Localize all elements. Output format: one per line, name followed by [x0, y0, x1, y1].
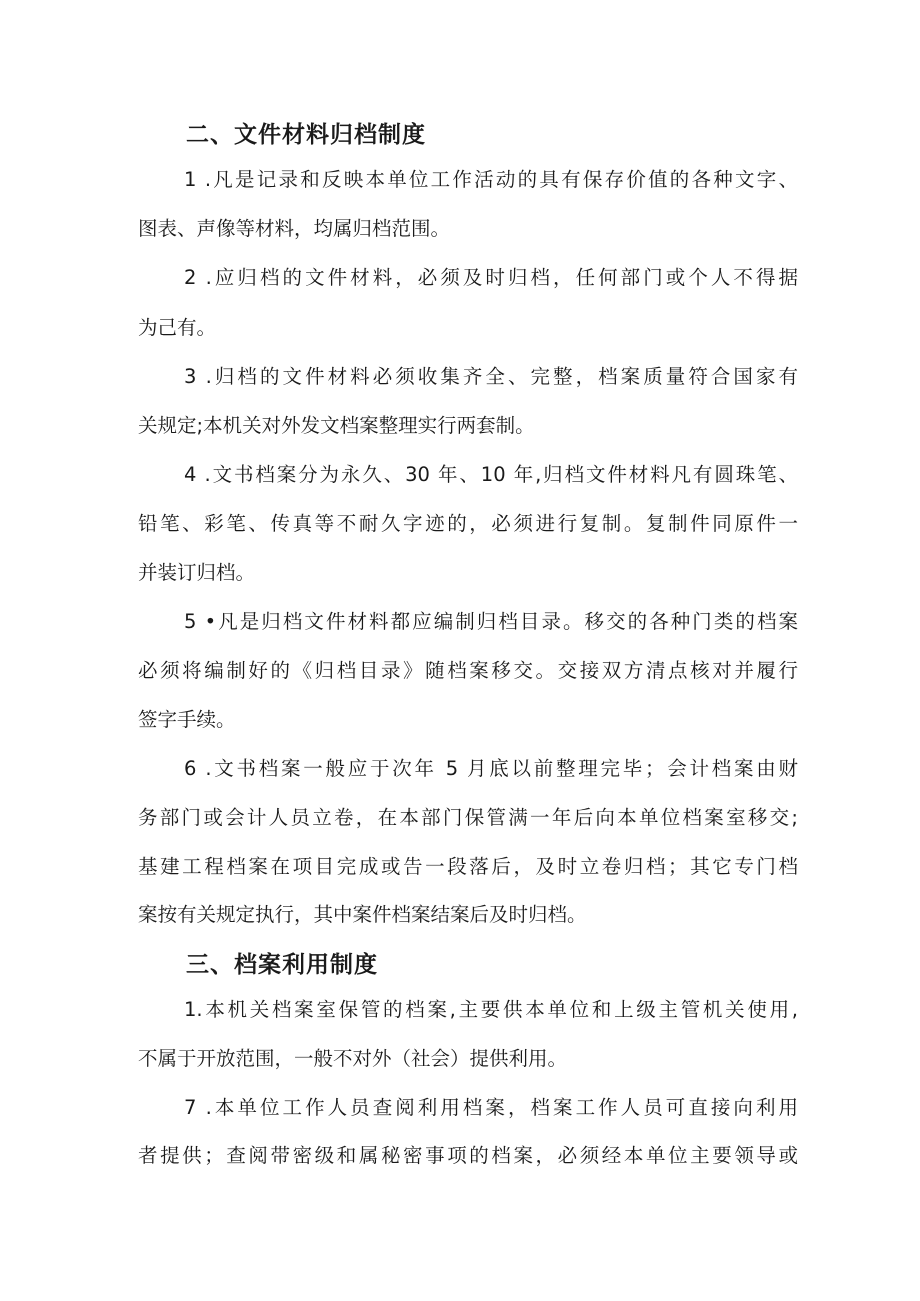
text-line: 铅笔、彩笔、传真等不耐久字迹的，必须进行复制。复制件同原件一	[138, 512, 798, 535]
text-line: 案按有关规定执行，其中案件档案结案后及时归档。	[138, 903, 587, 926]
text-line: 5 •凡是归档文件材料都应编制归档目录。移交的各种门类的档案	[184, 610, 798, 633]
text-line: 1 .凡是记录和反映本单位工作活动的具有保存价值的各种文字、	[184, 168, 798, 191]
text-line: 必须将编制好的《归档目录》随档案移交。交接双方清点核对并履行	[138, 659, 798, 682]
text-line: 不属于开放范围，一般不对外（社会）提供利用。	[138, 1047, 568, 1070]
text-line: 并装订归档。	[138, 561, 256, 584]
text-line: 基建工程档案在项目完成或告一段落后，及时立卷归档；其它专门档	[138, 855, 798, 878]
text-line: 图表、声像等材料，均属归档范围。	[138, 217, 451, 240]
text-line: 6 .文书档案一般应于次年 5 月底以前整理完毕；会计档案由财	[184, 757, 798, 780]
text-line: 务部门或会计人员立卷，在本部门保管满一年后向本单位档案室移交;	[138, 806, 798, 829]
section-heading: 三、档案利用制度	[186, 952, 378, 978]
section-heading: 二、文件材料归档制度	[186, 122, 426, 148]
text-line: 签字手续。	[138, 708, 236, 731]
text-line: 1.本机关档案室保管的档案,主要供本单位和上级主管机关使用,	[184, 998, 798, 1021]
text-line: 关规定;本机关对外发文档案整理实行两套制。	[138, 414, 535, 437]
text-line: 4 .文书档案分为永久、30 年、10 年,归档文件材料凡有圆珠笔、	[184, 463, 798, 486]
text-line: 3 .归档的文件材料必须收集齐全、完整，档案质量符合国家有	[184, 365, 798, 388]
text-line: 者提供；查阅带密级和属秘密事项的档案，必须经本单位主要领导或	[138, 1144, 798, 1167]
text-line: 为己有。	[138, 316, 217, 339]
text-line: 2 .应归档的文件材料，必须及时归档，任何部门或个人不得据	[184, 266, 798, 289]
text-line: 7 .本单位工作人员查阅利用档案，档案工作人员可直接向利用	[184, 1096, 798, 1119]
